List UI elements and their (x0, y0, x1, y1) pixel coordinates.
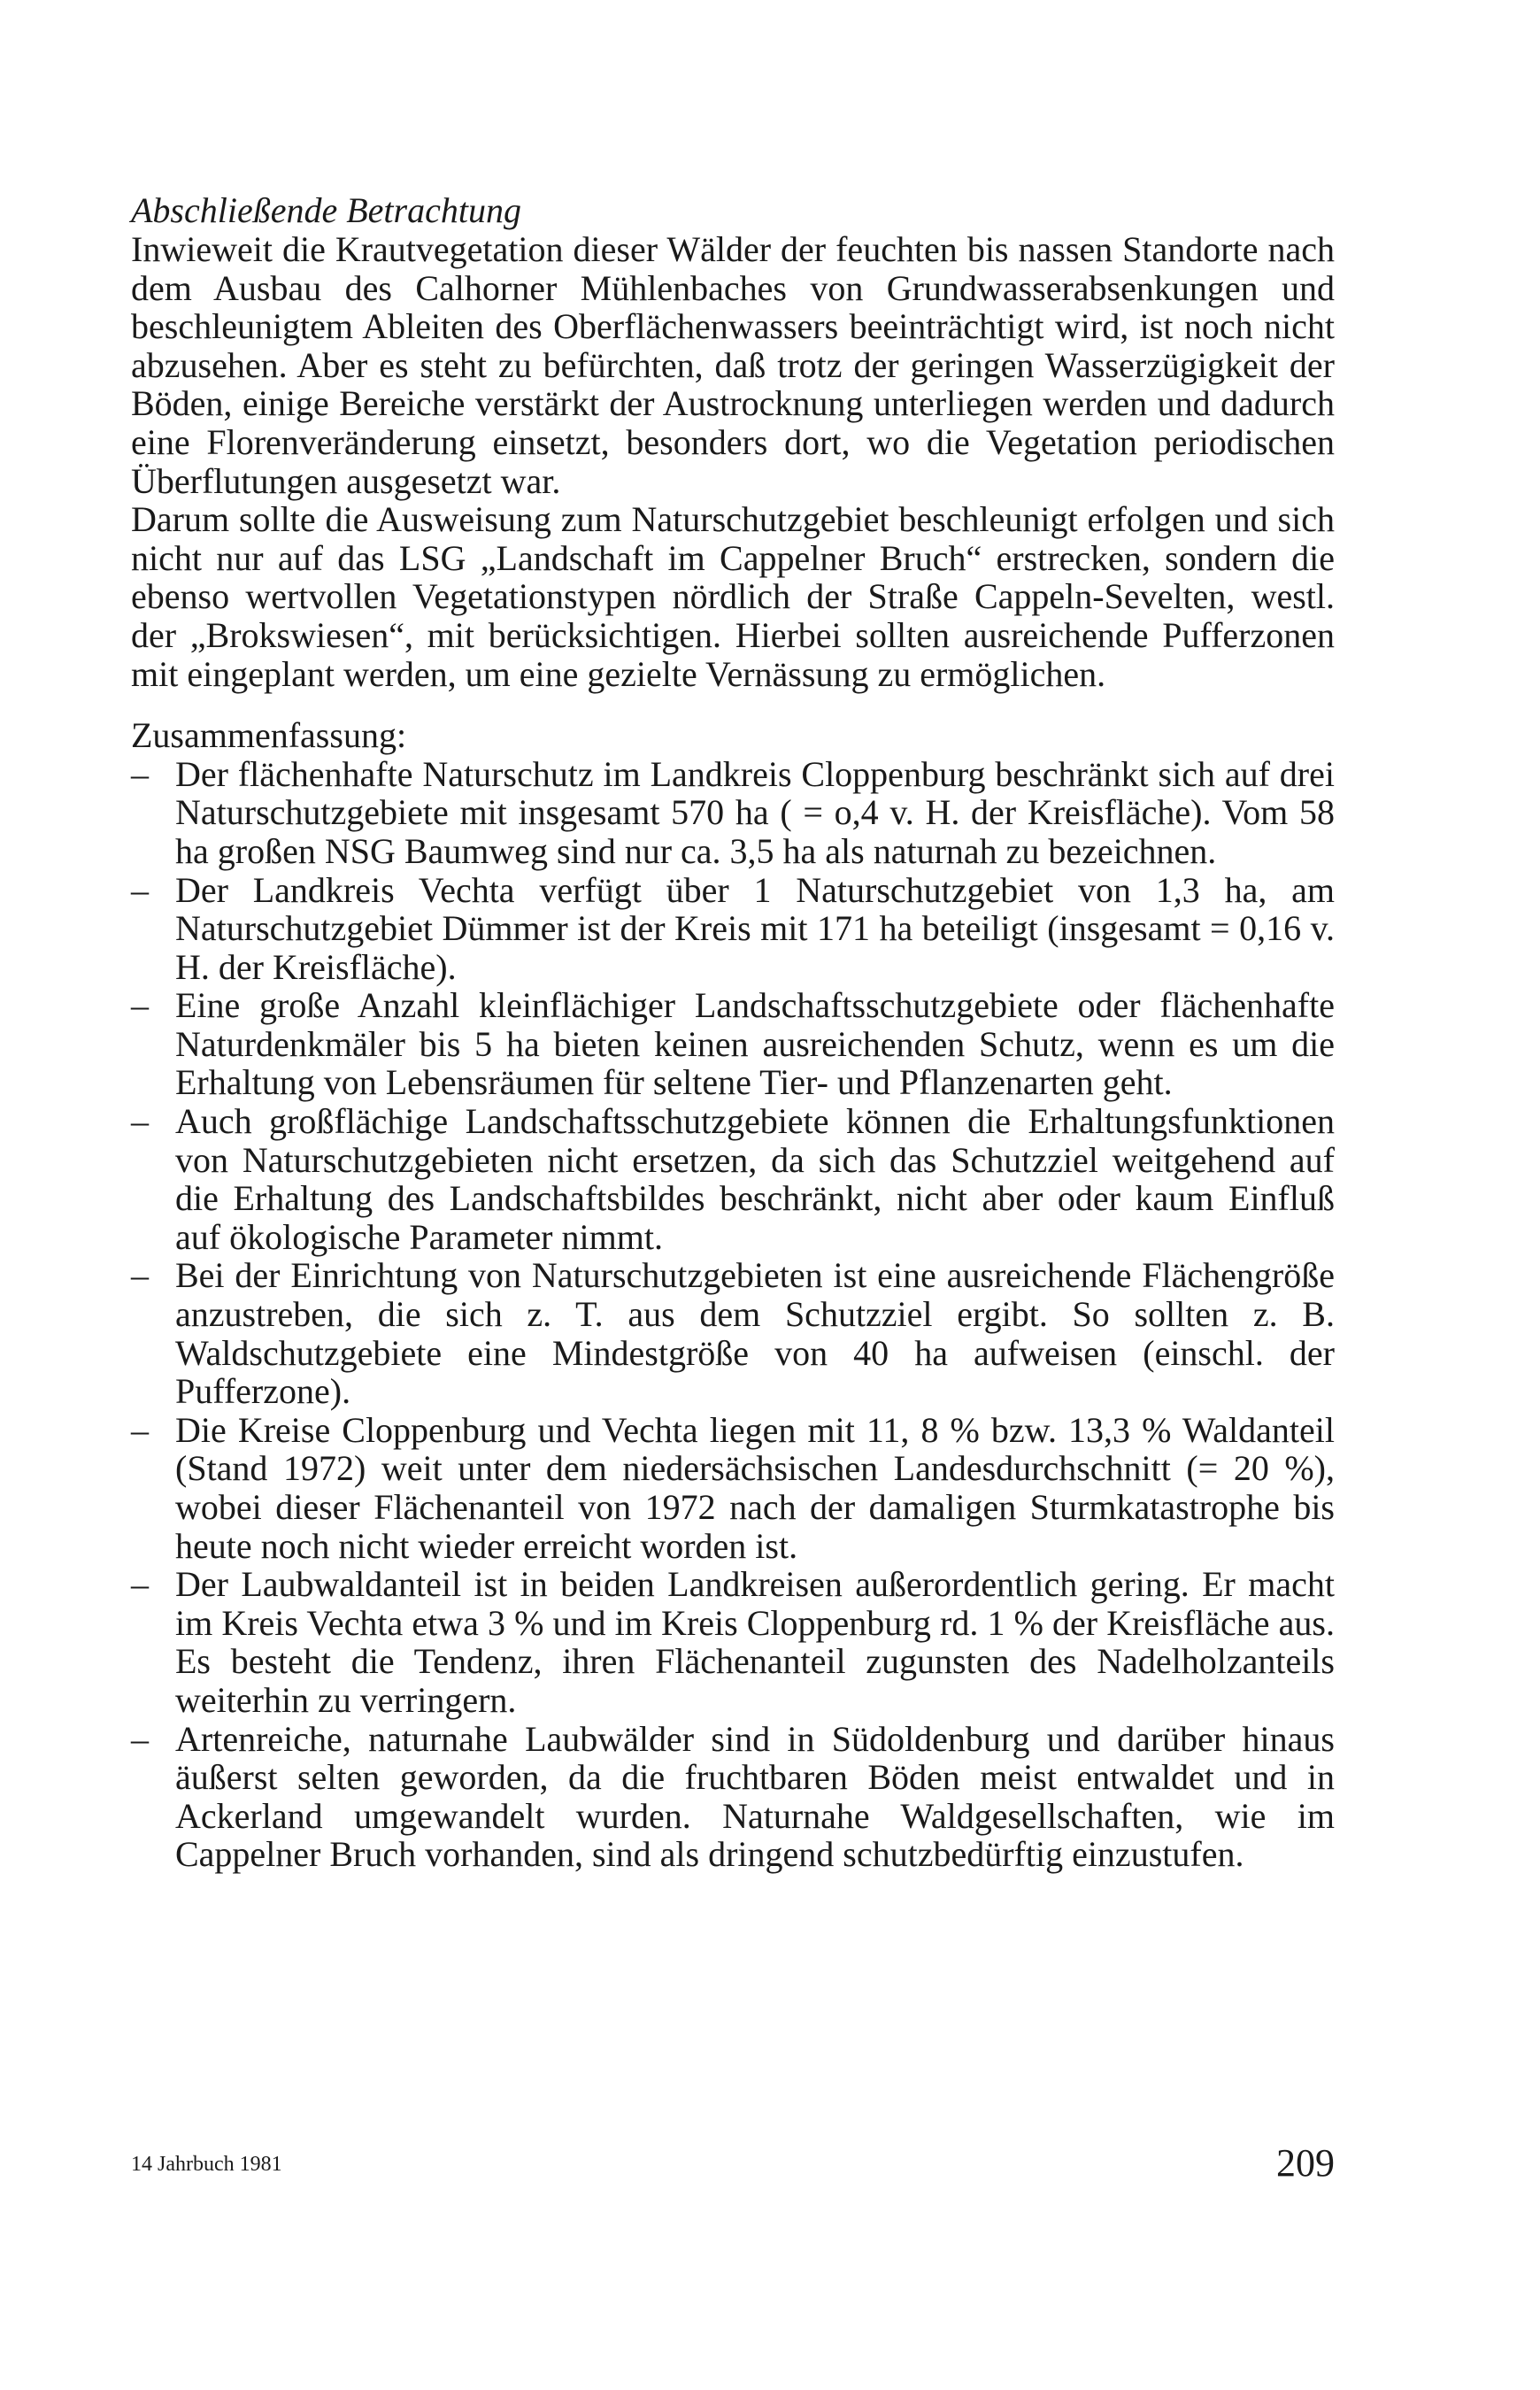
summary-item-text: Der Laubwaldanteil ist in beiden Landkreisen außerordentlich gering. Er macht im Kreis Vechta etwa 3 % und im Kreis Cloppenburg rd. 1 % der Kreisfläche aus. Es besteht die Tendenz, ihren Flächenanteil zugunsten des Nadelholzanteils weiterhin zu verringern. (175, 1564, 1335, 1720)
summary-item-text: Eine große Anzahl kleinflächiger Landschaftsschutzgebiete oder flächenhafte Naturdenkmäler bis 5 ha bieten keinen ausreichenden Schutz, wenn es um die Erhaltung von Lebensräumen für seltene Tier- und Pflanzenarten geht. (175, 985, 1335, 1103)
page-number: 209 (1276, 2141, 1335, 2185)
summary-item-text: Der flächenhafte Naturschutz im Landkreis Cloppenburg beschränkt sich auf drei Naturschutzgebiete mit insgesamt 570 ha ( = o,4 v. H. der Kreisfläche). Vom 58 ha großen NSG Baumweg sind nur ca. 3,5 ha als naturnah zu bezeichnen. (175, 753, 1335, 871)
bullet-dash: – (131, 1718, 149, 1759)
summary-title: Zusammenfassung: (131, 715, 407, 756)
summary-item-5 (131, 1256, 1335, 1410)
summary-item-2 (131, 871, 1335, 987)
summary-item-7 (131, 1565, 1335, 1719)
summary-item-3 (131, 986, 1335, 1102)
summary-item-8 (131, 1720, 1335, 1874)
paragraph-2: Darum sollte die Ausweisung zum Naturschutzgebiet beschleunigt erfolgen und sich nicht nur auf das LSG „Landschaft im Cappelner Bruch“ erstrecken, sondern die ebenso wertvollen Vegetationstypen nördlich der Straße Cappeln-Sevelten, westl. der „Brokswiesen“, mit berücksichtigen. Hierbei sollten ausreichende Pufferzonen mit eingeplant werden, um eine gezielte Vernässung zu ermöglichen. (131, 499, 1335, 694)
section-heading: Abschließende Betrachtung (131, 190, 521, 230)
bullet-dash: – (131, 1409, 149, 1450)
page-body (131, 191, 1335, 1874)
summary-item-text: Bei der Einrichtung von Naturschutzgebieten ist eine ausreichende Flächengröße anzustreben, die sich z. T. aus dem Schutzziel ergibt. So sollten z. B. Waldschutzgebiete eine Mindestgröße von 40 ha aufweisen (einschl. der Pufferzone). (175, 1255, 1335, 1412)
summary-item-text: Artenreiche, naturnahe Laubwälder sind in Südoldenburg und darüber hinaus äußerst selten geworden, da die fruchtbaren Böden meist entwaldet und in Ackerland umgewandelt wurden. Naturnahe Waldgesellschaften, wie im Cappelner Bruch vorhanden, sind als dringend schutzbedürftig einzustufen. (175, 1718, 1335, 1875)
summary-item-4 (131, 1102, 1335, 1256)
summary-item-6 (131, 1411, 1335, 1565)
summary-item-text: Auch großflächige Landschaftsschutzgebiete können die Erhaltungsfunktionen von Naturschutzgebieten nicht ersetzen, da sich das Schutzziel weitgehend auf die Erhaltung des Landschaftsbildes beschränkt, nicht aber oder kaum Einfluß auf ökologische Parameter nimmt. (175, 1101, 1335, 1257)
bullet-dash: – (131, 985, 149, 1026)
bullet-dash: – (131, 869, 149, 910)
bullet-dash: – (131, 1255, 149, 1296)
paragraph-1: Inwieweit die Krautvegetation dieser Wälder der feuchten bis nassen Standorte nach dem Ausbau des Calhorner Mühlenbaches von Grundwasserabsenkungen und beschleunigtem Ableiten des Oberflächenwassers beeinträchtigt wird, ist noch nicht abzusehen. Aber es steht zu befürchten, daß trotz der geringen Wasserzügigkeit der Böden, einige Bereiche verstärkt der Austrocknung unterliegen werden und dadurch eine Florenveränderung einsetzt, besonders dort, wo die Vegetation periodischen Überflutungen ausgesetzt war. (131, 229, 1335, 501)
summary-item-1 (131, 755, 1335, 871)
summary-list (131, 755, 1335, 1874)
bullet-dash: – (131, 753, 149, 794)
summary-item-text: Der Landkreis Vechta verfügt über 1 Naturschutzgebiet von 1,3 ha, am Naturschutzgebiet Dümmer ist der Kreis mit 171 ha beteiligt (insgesamt = 0,16 v. H. der Kreisfläche). (175, 869, 1335, 987)
bullet-dash: – (131, 1564, 149, 1605)
summary-item-text: Die Kreise Cloppenburg und Vechta liegen mit 11, 8 % bzw. 13,3 % Waldanteil (Stand 1972) weit unter dem niedersächsischen Landesdurchschnitt (= 20 %), wobei dieser Flächenanteil von 1972 nach der damaligen Sturmkatastrophe bis heute noch nicht wieder erreicht worden ist. (175, 1409, 1335, 1566)
printer-signature: 14 Jahrbuch 1981 (131, 2153, 282, 2176)
bullet-dash: – (131, 1101, 149, 1142)
